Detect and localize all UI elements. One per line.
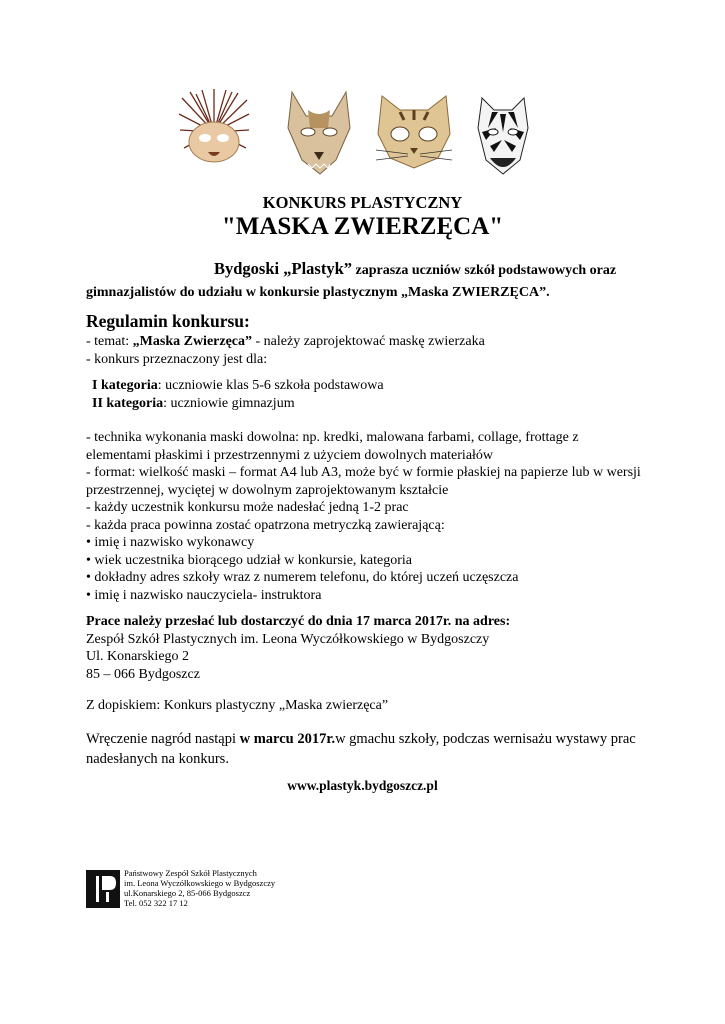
cat-mask-icon: [370, 88, 458, 176]
footer-school-info: [124, 868, 275, 908]
award-text-2: w gmachu szkoły, podczas wernisażu wystawy prac nadesłanych na konkurs.: [86, 731, 636, 767]
footer-line: im. Leona Wyczółkowskiego w Bydgoszczy: [124, 878, 276, 888]
intro-text-2: gimnazjalistów do udziału w konkursie plastycznym „Maska ZWIERZĘCA”.: [86, 285, 550, 300]
footer-line: ul.Konarskiego 2, 85-066 Bydgoszcz: [124, 888, 251, 898]
hedgehog-mask-icon: [178, 88, 250, 176]
award-date: w marcu 2017r.: [239, 731, 336, 747]
rule-item: - każda praca powinna zostać opatrzona metryczką zawierającą:: [86, 517, 445, 533]
intro-org: Bydgoski „Plastyk”: [214, 259, 352, 278]
category-1-text: : uczniowie klas 5-6 szkoła podstawowa: [157, 378, 384, 393]
categories-block: [92, 377, 652, 412]
topic-block: [86, 333, 646, 368]
topic-text: - należy zaprojektować maskę zwierzaka: [252, 334, 485, 349]
deadline-line: Prace należy przesłać lub dostarczyć do dnia 17 marca 2017r. na adres:: [86, 614, 511, 629]
footer-line: Państwowy Zespół Szkół Plastycznych: [124, 868, 257, 878]
website-link[interactable]: www.plastyk.bydgoszcz.pl: [287, 778, 438, 793]
category-1-label: I kategoria: [92, 378, 158, 393]
rule-item: - technika wykonania maski dowolna: np. kredki, malowana farbami, collage, frottage z elementami płaskimi i przestrzennymi z użyciem dowolnych materiałów: [86, 430, 579, 463]
note-line: Z dopiskiem: Konkurs plastyczny „Maska zwierzęca”: [86, 698, 389, 713]
audience-line: - konkurs przeznaczony jest dla:: [86, 351, 268, 367]
mask-images: [178, 88, 538, 178]
rule-item: - każdy uczestnik konkursu może nadesłać jedną 1-2 prac: [86, 500, 409, 515]
rule-item: • wiek uczestnika biorącego udział w konkursie, kategoria: [86, 552, 413, 568]
wolf-mask-icon: [284, 88, 354, 176]
address-line: 85 – 066 Bydgoszcz: [86, 666, 200, 682]
topic-title: „Maska Zwierzęca”: [132, 334, 253, 349]
category-2-label: II kategoria: [92, 395, 164, 411]
rule-item: • imię i nazwisko wykonawcy: [86, 535, 255, 550]
rule-item: - format: wielkość maski – format A4 lub A3, może być w formie płaskiej na papierze lub w wersji przestrzennej, wyciętej w dowolnym zaprojektowanym kształcie: [86, 465, 641, 498]
intro-paragraph: [86, 258, 646, 304]
award-text-1: Wręczenie nagród nastąpi: [86, 731, 240, 747]
address-line: Zespół Szkół Plastycznych im. Leona Wyczółkowskiego w Bydgoszczy: [86, 631, 490, 647]
address-block: [86, 613, 646, 683]
topic-prefix: - temat:: [86, 334, 133, 349]
zebra-mask-icon: [472, 88, 534, 176]
rule-item: • dokładny adres szkoły wraz z numerem telefonu, do której uczeń uczęszcza: [86, 570, 519, 585]
heading-contest: KONKURS PLASTYCZNY: [262, 193, 463, 212]
rules-heading: Regulamin konkursu:: [86, 311, 250, 331]
rules-list: [86, 429, 646, 604]
category-2-text: : uczniowie gimnazjum: [163, 395, 295, 411]
footer-line: Tel. 052 322 17 12: [124, 898, 188, 908]
rule-item: • imię i nazwisko nauczyciela- instruktora: [86, 587, 322, 603]
school-logo-icon: [86, 870, 120, 908]
award-paragraph: [86, 729, 646, 769]
address-line: Ul. Konarskiego 2: [86, 649, 190, 664]
page-title: "MASKA ZWIERZĘCA": [221, 213, 504, 240]
intro-text-1: zaprasza uczniów szkół podstawowych oraz: [352, 263, 617, 278]
